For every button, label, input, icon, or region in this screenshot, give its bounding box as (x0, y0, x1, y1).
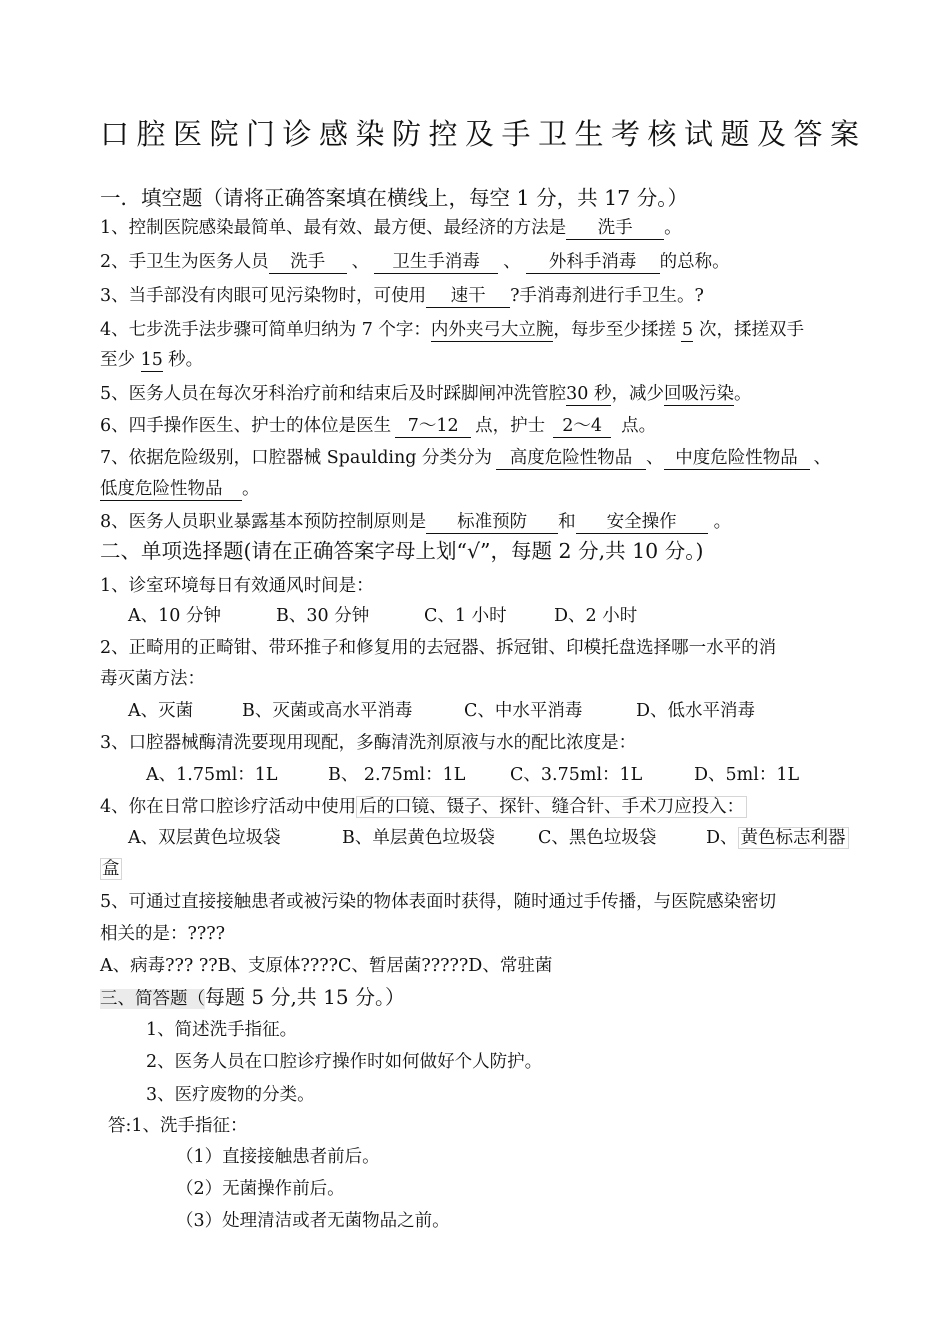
answer-blank: 15 (140, 350, 163, 370)
answer-blank: 内外夹弓大立腕 (430, 320, 554, 340)
question-2-2-cont: 毒灭菌方法： (100, 669, 205, 689)
short-question-2: 2、医务人员在口腔诊疗操作时如何做好个人防护。 (146, 1052, 543, 1072)
answer-blank: 洗手 (269, 251, 347, 274)
question-1-8: 8、医务人员职业暴露基本预防控制原则是 标准预防 和 安全操作 。 (100, 512, 732, 532)
question-1-1: 1、控制医院感染最简单、最有效、最方便、最经济的方法是 洗手 。 (100, 218, 682, 238)
answer-blank: 低度危险性物品 (100, 478, 242, 501)
section-2-heading: 二、单项选择题(请在正确答案字母上划“√”，每题 2 分,共 10 分。) (100, 539, 704, 563)
answer-blank: 7～12 (395, 415, 471, 438)
answer-blank: 标准预防 (426, 511, 558, 534)
question-2-5-cont: 相关的是：???? (100, 924, 226, 944)
answer-blank: 外科手消毒 (526, 251, 660, 274)
answer-blank: 30 秒 (566, 384, 612, 404)
question-2-4: 4、你在日常口腔诊疗活动中使用 后的口镜、镊子、探针、缝合针、手术刀应投入： (100, 795, 747, 819)
short-question-3: 3、医疗废物的分类。 (146, 1085, 315, 1105)
question-1-5: 5、医务人员在每次牙科治疗前和结束后及时踩脚闸冲洗管腔30 秒，减少回吸污染。 (100, 384, 752, 404)
answer-blank: 卫生手消毒 (374, 251, 498, 274)
answer-blank: 5 (681, 320, 694, 340)
question-1-7-cont: 低度危险性物品 。 (100, 479, 260, 499)
question-2-2: 2、正畸用的正畸钳、带环推子和修复用的去冠器、拆冠钳、印模托盘选择哪一水平的消 (100, 638, 777, 658)
answer-blank: 2～4 (553, 415, 611, 438)
answer-blank: 回吸污染 (663, 384, 734, 404)
answer-blank: 高度危险性物品 (496, 447, 646, 470)
section-3-heading: 三、简答题（每题 5 分,共 15 分。） (100, 985, 405, 1009)
question-2-4-cont: 盒 (102, 859, 120, 879)
question-2-5: 5、可通过直接接触患者或被污染的物体表面时获得，随时通过手传播，与医院感染密切 (100, 892, 777, 912)
question-2-2-options: A、灭菌 B、灭菌或高水平消毒 C、中水平消毒 D、低水平消毒 (128, 701, 756, 721)
answer-blank: 速干 (426, 285, 510, 308)
question-2-3: 3、口腔器械酶清洗要现用现配，多酶清洗剂原液与水的配比浓度是： (100, 733, 637, 753)
answer-blank: 洗手 (566, 217, 664, 240)
question-2-1: 1、诊室环境每日有效通风时间是： (100, 576, 374, 596)
question-1-4: 4、七步洗手法步骤可简单归纳为 7 个字：内外夹弓大立腕，每步至少揉搓 5 次，揉搓双手 (100, 320, 805, 340)
question-1-4-cont: 至少 15 秒。 (100, 350, 204, 370)
question-2-1-options: A、10 分钟 B、30 分钟 C、1 小时 D、2 小时 (128, 606, 638, 626)
answer-blank: 安全操作 (576, 511, 708, 534)
question-2-5-options: A、病毒??? ??B、支原体????C、暂居菌?????D、常驻菌 (100, 956, 553, 976)
question-1-6: 6、四手操作医生、护士的体位是医生 7～12 点，护士 2～4 点。 (100, 416, 657, 436)
short-question-1: 1、简述洗手指征。 (146, 1020, 298, 1040)
answer-label: 答:1、洗手指征： (108, 1116, 248, 1136)
answer-item-2: （2）无菌操作前后。 (176, 1179, 345, 1199)
section-1-heading: 一．填空题（请将正确答案填在横线上，每空 1 分，共 17 分。） (100, 186, 688, 210)
question-1-3: 3、当手部没有肉眼可见污染物时，可使用 速干 ?手消毒剂进行手卫生。? (100, 286, 704, 306)
answer-item-1: （1）直接接触患者前后。 (176, 1147, 380, 1167)
question-1-2: 2、手卫生为医务人员 洗手 、 卫生手消毒 、 外科手消毒 的总称。 (100, 252, 730, 272)
answer-blank: 中度危险性物品 (664, 447, 810, 470)
question-2-3-options: A、1.75ml：1L B、 2.75ml：1L C、3.75ml：1L D、5ml：1L (146, 765, 800, 785)
question-2-4-options: A、双层黄色垃圾袋 B、单层黄色垃圾袋 C、黑色垃圾袋 D、 黄色标志利器 (128, 826, 849, 850)
document-title: 口腔医院门诊感染防控及手卫生考核试题及答案 (100, 117, 867, 151)
answer-item-3: （3）处理清洁或者无菌物品之前。 (176, 1211, 450, 1231)
question-1-7: 7、依据危险级别，口腔器械 Spaulding 分类分为 高度危险性物品 、 中度危险性物品 、 (100, 448, 832, 468)
